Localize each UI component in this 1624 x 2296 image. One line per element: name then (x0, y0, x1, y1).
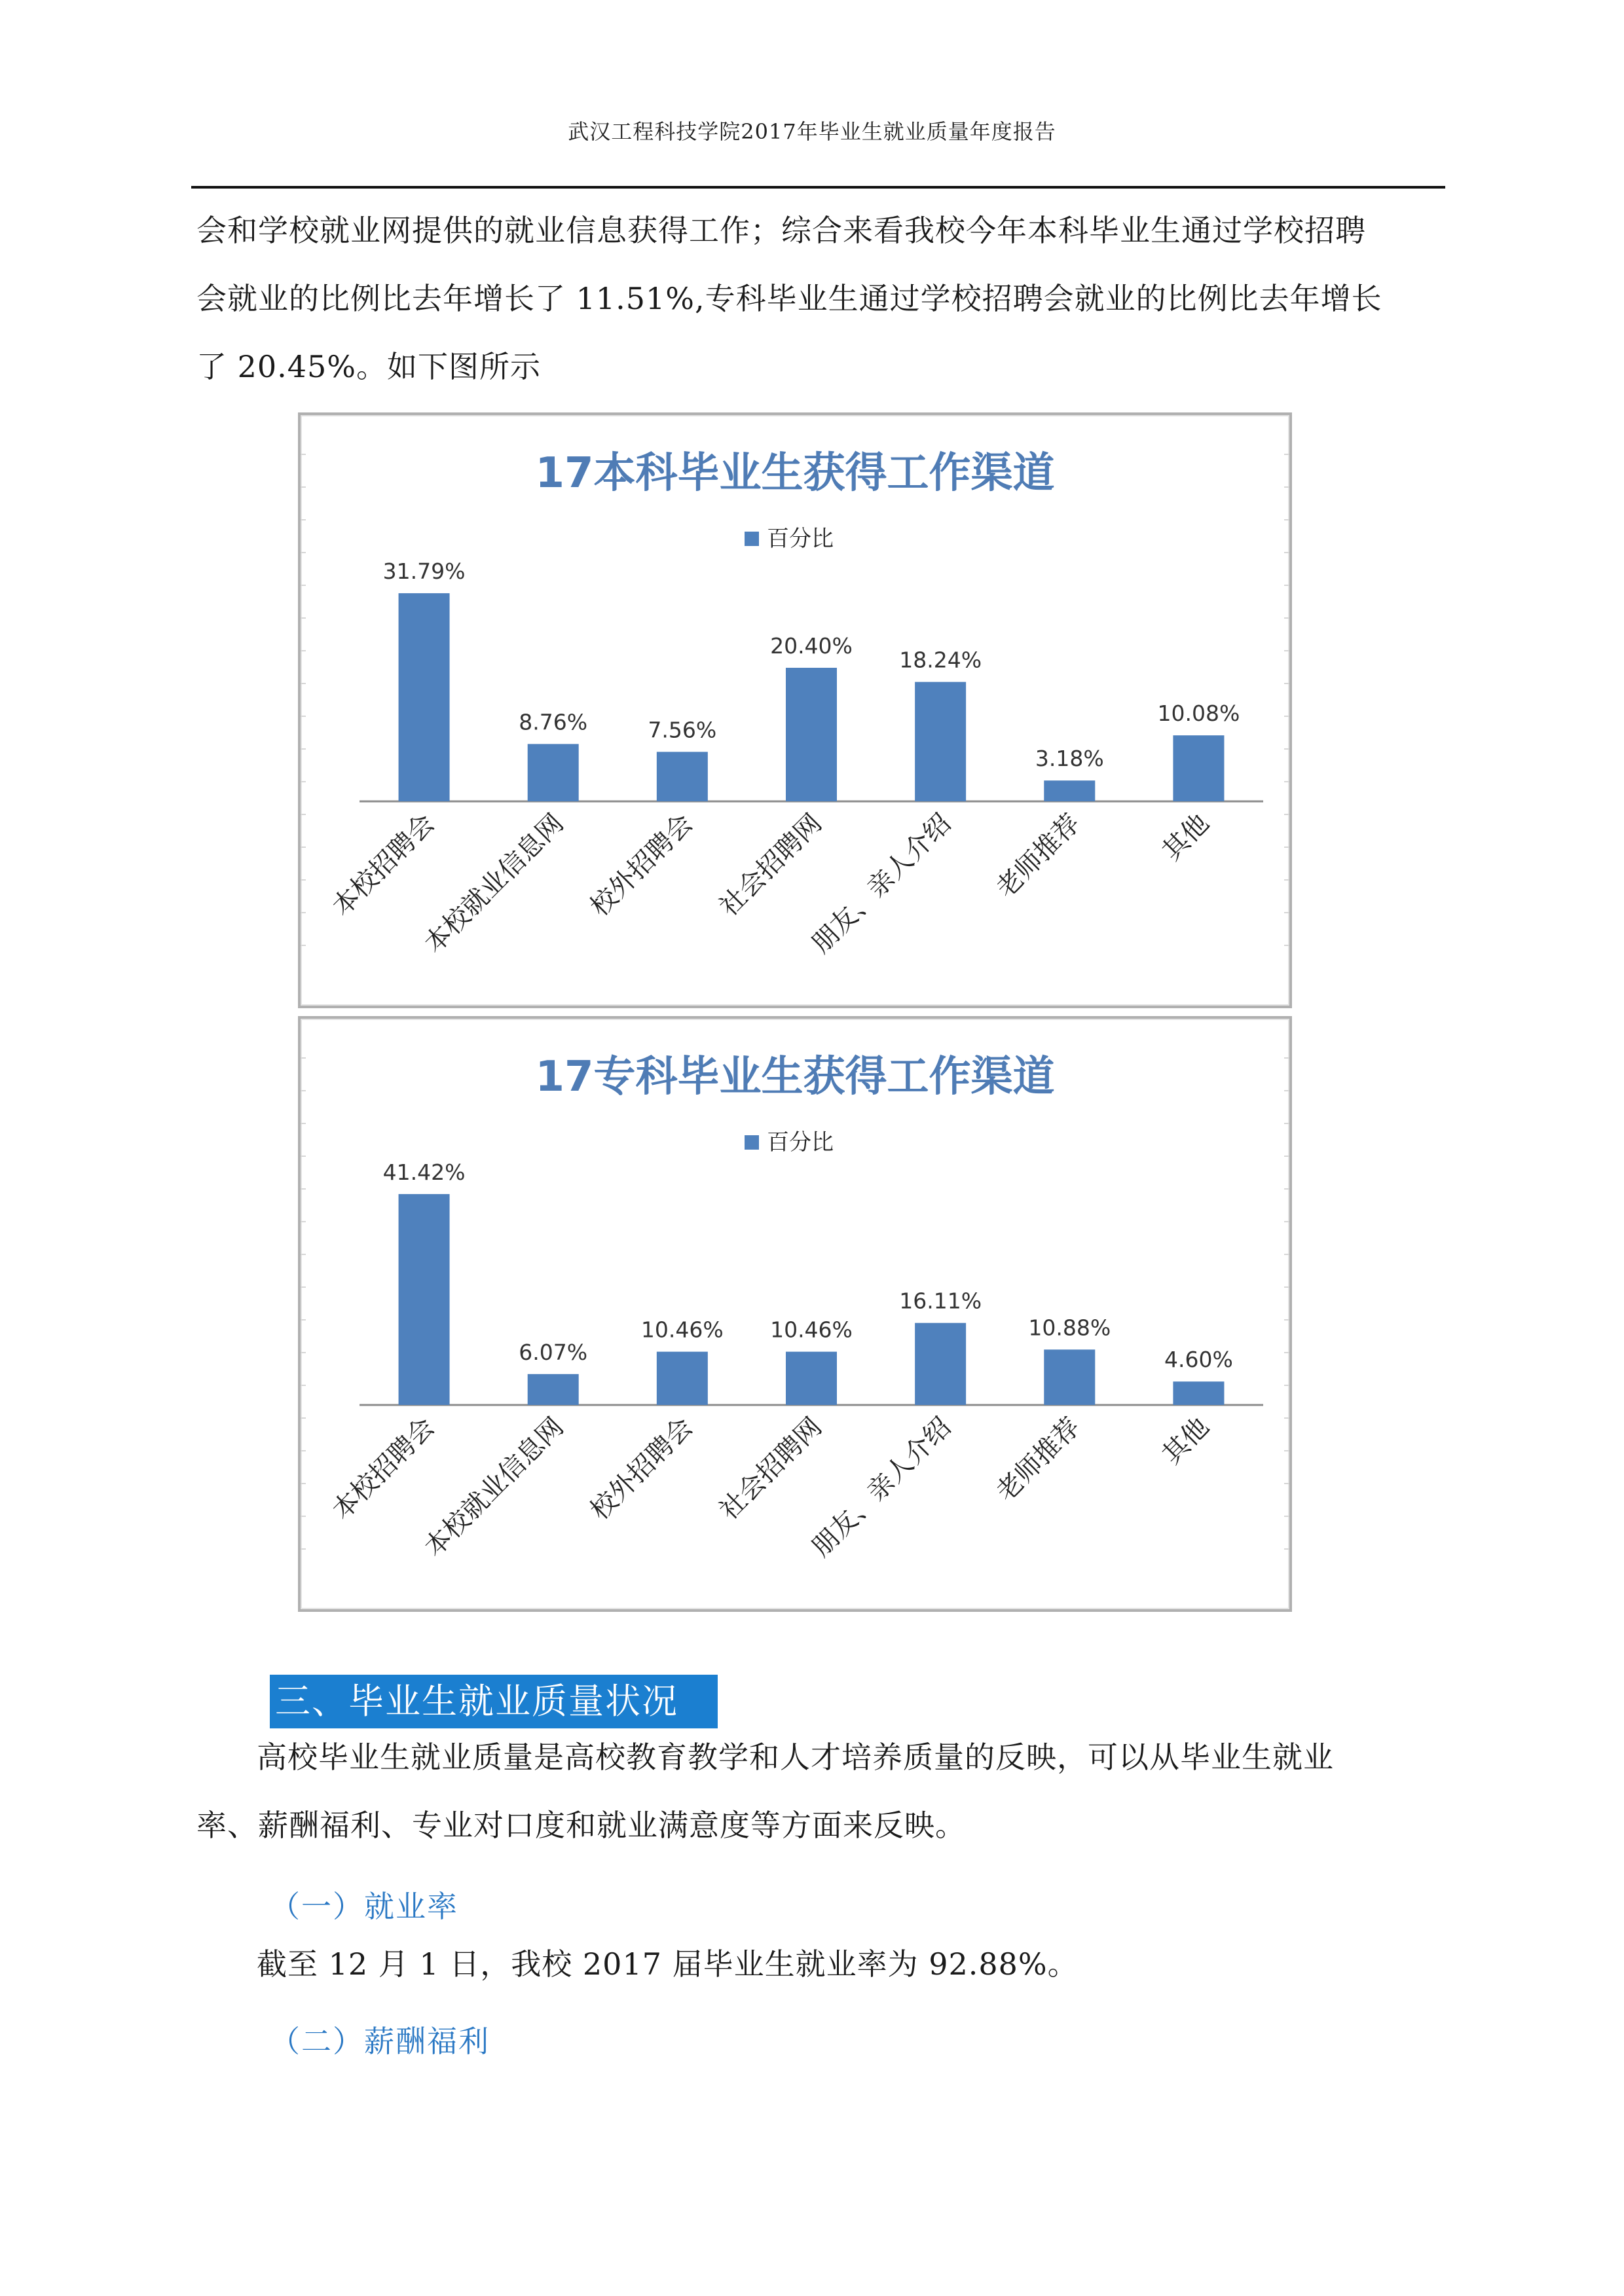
undergrad-chart-frame (298, 412, 1292, 1008)
data-label-5: 16.11% (899, 1288, 982, 1314)
chart-title: 17专科毕业生获得工作渠道 (535, 1053, 1055, 1101)
data-label-2: 6.07% (519, 1339, 588, 1365)
employment-rate-text: 截至 12 月 1 日，我校 2017 届毕业生就业率为 92.88%。 (257, 1946, 1079, 1982)
section-para-line-1 (196, 1723, 1447, 1791)
bar-3 (657, 752, 708, 801)
data-label-5: 18.24% (899, 647, 982, 673)
legend-label: 百分比 (767, 1129, 834, 1156)
data-label-6: 3.18% (1035, 746, 1104, 772)
intro-line-1: 会和学校就业网提供的就业信息获得工作；综合来看我校今年本科毕业生通过学校招聘 (196, 213, 1366, 248)
page-header: 武汉工程科技学院2017年毕业生就业质量年度报告 (568, 119, 1056, 144)
data-label-3: 10.46% (640, 1317, 724, 1343)
junior-college-chart (301, 1019, 1289, 1609)
section-para-line-2: 率、薪酬福利、专业对口度和就业满意度等方面来反映。 (196, 1808, 966, 1843)
bar-4 (786, 1352, 837, 1405)
bar-1 (399, 1194, 450, 1405)
chart-title: 17本科毕业生获得工作渠道 (535, 449, 1055, 498)
data-label-2: 8.76% (519, 709, 588, 735)
bar-3 (657, 1352, 708, 1405)
category-label-5: 朋友、亲人介绍 (805, 808, 957, 960)
data-label-4: 20.40% (770, 633, 853, 659)
data-label-3: 7.56% (648, 717, 717, 743)
bar-7 (1173, 735, 1224, 801)
category-label-1: 本校招聘会 (326, 808, 441, 922)
legend-swatch (745, 1135, 759, 1150)
legend-label: 百分比 (767, 526, 834, 552)
subheading-salary-benefits: （二）薪酬福利 (270, 2024, 490, 2059)
category-label-3: 校外招聘会 (584, 1412, 699, 1526)
bar-4 (786, 668, 837, 801)
category-label-2: 本校就业信息网 (418, 1412, 570, 1563)
category-label-6: 老师推荐 (990, 1412, 1086, 1508)
data-label-1: 31.79% (382, 558, 466, 585)
category-label-7: 其他 (1156, 1412, 1215, 1470)
bar-5 (915, 682, 966, 801)
subheading-employment-rate: （一）就业率 (270, 1889, 458, 1924)
bar-2 (528, 1374, 579, 1405)
bar-2 (528, 744, 579, 801)
category-label-4: 社会招聘网 (714, 808, 828, 922)
bar-5 (915, 1323, 966, 1405)
bar-6 (1044, 1349, 1095, 1405)
legend-swatch (745, 532, 759, 546)
data-label-6: 10.88% (1028, 1315, 1111, 1341)
category-label-4: 社会招聘网 (714, 1412, 828, 1526)
category-label-6: 老师推荐 (990, 808, 1086, 904)
data-label-1: 41.42% (382, 1159, 466, 1185)
category-label-1: 本校招聘会 (326, 1412, 441, 1526)
junior-college-chart-frame (298, 1016, 1292, 1612)
bar-6 (1044, 780, 1095, 801)
intro-line-2: 会就业的比例比去年增长了 11.51%,专科毕业生通过学校招聘会就业的比例比去年增长 (196, 281, 1382, 316)
data-label-7: 4.60% (1164, 1347, 1233, 1373)
undergrad-chart (301, 415, 1289, 1006)
bar-7 (1173, 1381, 1224, 1405)
section-para-text-1: 高校毕业生就业质量是高校教育教学和人才培养质量的反映，可以从毕业生就业 (257, 1740, 1334, 1775)
category-label-3: 校外招聘会 (584, 808, 699, 922)
bar-1 (399, 593, 450, 801)
header-rule (191, 186, 1445, 189)
intro-line-3: 了 20.45%。如下图所示 (196, 349, 542, 384)
category-label-7: 其他 (1156, 808, 1215, 867)
section-heading: 三、毕业生就业质量状况 (270, 1675, 718, 1728)
data-label-4: 10.46% (770, 1317, 853, 1343)
category-label-5: 朋友、亲人介绍 (805, 1412, 957, 1563)
data-label-7: 10.08% (1157, 701, 1240, 727)
category-label-2: 本校就业信息网 (418, 808, 570, 960)
